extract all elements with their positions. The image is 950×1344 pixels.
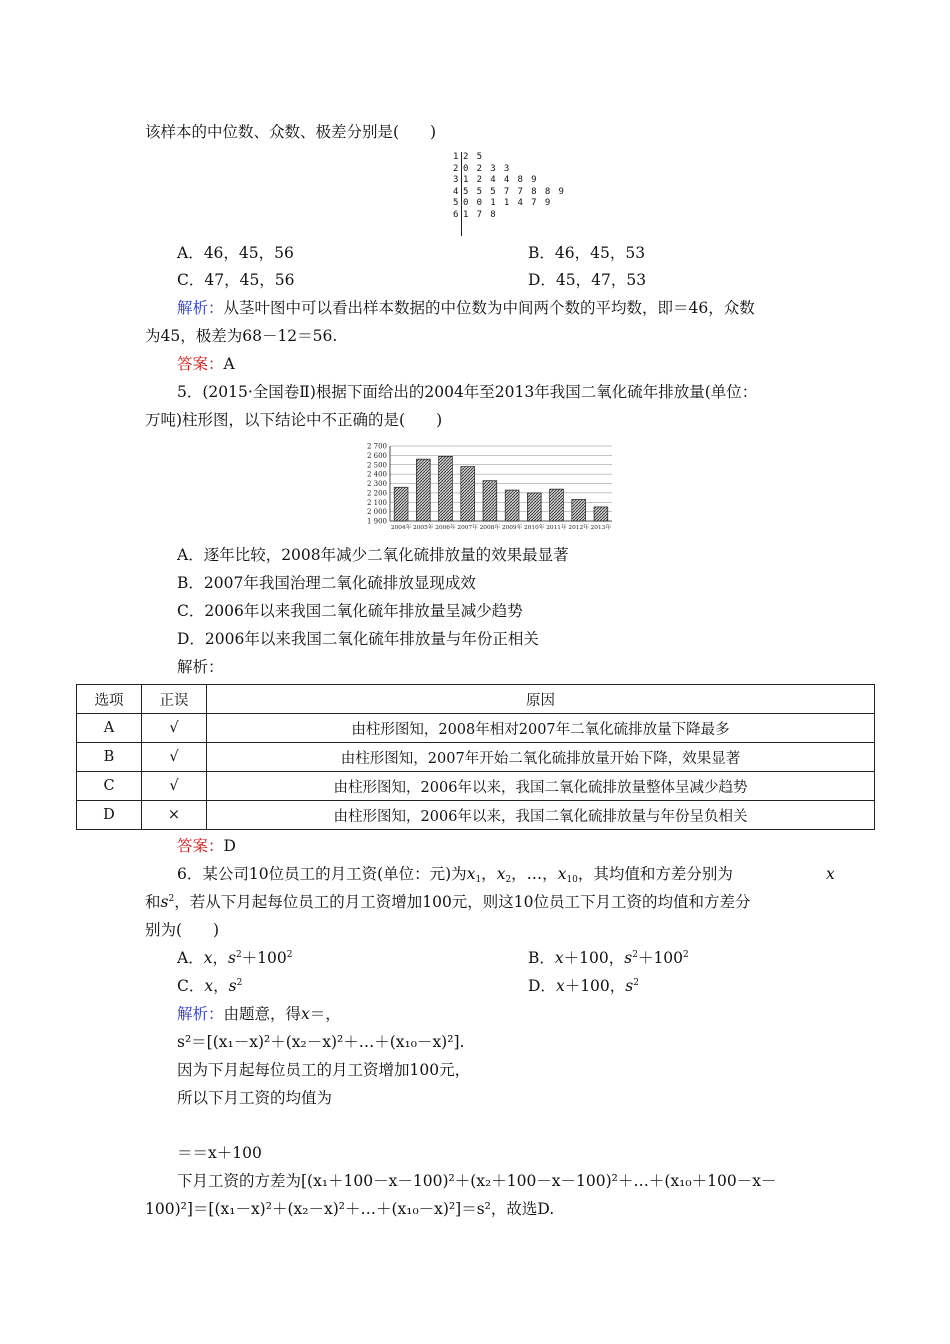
- q4-solution-line2: 为45，极差为68－12＝56.: [145, 327, 338, 345]
- leaf-values: 1 7 8: [463, 209, 498, 220]
- stem-leaf-row: [453, 175, 565, 187]
- q6-solution-label: 解析：: [177, 1005, 224, 1023]
- q5-answer-label: 答案：: [177, 837, 224, 855]
- q6-sup: 2: [632, 950, 638, 960]
- y-tick-label: 2 700: [366, 442, 387, 451]
- q6-sup: 2: [683, 950, 689, 960]
- y-tick-label: 2 000: [366, 508, 387, 517]
- q6-var: s: [160, 893, 169, 911]
- q6-var: x: [826, 865, 835, 883]
- bar: [394, 487, 408, 521]
- q6-stem-line1: [177, 864, 733, 884]
- stem-leaf-plot: [453, 152, 565, 222]
- q6-var: s: [228, 977, 237, 995]
- q6-option-a: [177, 948, 293, 968]
- leaf-values: 0 2 3 3: [463, 163, 511, 174]
- q6-solution-line5: ＝＝x＋100: [177, 1144, 262, 1162]
- q6-sup: 2: [168, 894, 175, 904]
- q6-var: x: [466, 865, 476, 883]
- q6-text: ＋100，: [564, 977, 626, 995]
- stem-leaf-row: [453, 164, 565, 176]
- q6-text: 和: [145, 893, 161, 911]
- bar: [594, 507, 608, 521]
- q6-text: ，: [212, 949, 228, 967]
- leaf-values: 0 0 1 1 4 7 9: [463, 198, 552, 209]
- q5-analysis-table: [76, 684, 875, 830]
- q6-text: D．: [528, 977, 556, 995]
- q6-var: x: [554, 949, 564, 967]
- y-tick-label: 2 500: [366, 461, 387, 470]
- stem-leaf-row: [453, 210, 565, 222]
- table-cell: √: [142, 743, 207, 772]
- q6-sub: 10: [566, 875, 578, 885]
- q6-text: ，: [481, 865, 497, 883]
- q6-text: ，: [213, 977, 229, 995]
- q6-var: x: [555, 977, 565, 995]
- bar: [416, 459, 430, 521]
- x-tick-label: 2013年: [590, 525, 612, 531]
- x-tick-label: 2007年: [457, 525, 478, 531]
- table-row: [77, 801, 875, 830]
- q5-option-c: C．2006年以来我国二氧化硫年排放量呈减少趋势: [177, 602, 523, 620]
- q6-var: x: [496, 865, 506, 883]
- q6-text: ，其均值和方差分别为: [577, 865, 733, 883]
- q6-text: C．: [177, 977, 205, 995]
- table-cell: 由柱形图知，2006年以来，我国二氧化硫排放量与年份呈负相关: [207, 801, 875, 830]
- q6-solution-line6: 下月工资的方差为[(x₁＋100－x－100)²＋(x₂＋100－x－100)²＋…＋(x₁₀＋100－x－: [177, 1172, 777, 1190]
- q6-text: ，若从下月起每位员工的月工资增加100元，则这10位员工下月工资的均值和方差分: [174, 893, 751, 911]
- q6-text: ＝，: [309, 1005, 341, 1023]
- q6-text: 由题意，得: [223, 1005, 302, 1023]
- y-tick-label: 2 100: [366, 498, 387, 507]
- stem-value: 1: [453, 152, 460, 162]
- y-tick-label: 1 900: [366, 517, 387, 526]
- stem-leaf-row: [453, 187, 565, 199]
- q6-stem-line2: [145, 892, 751, 912]
- table-cell: 由柱形图知，2008年相对2007年二氧化硫排放量下降最多: [207, 714, 875, 743]
- q4-solution-line1: [177, 298, 755, 318]
- leaf-values: 2 5: [463, 152, 484, 162]
- stem-leaf-row: [453, 152, 565, 164]
- table-cell: ×: [142, 801, 207, 830]
- q4-option-c: C．47，45，56: [177, 271, 295, 289]
- q6-sup: 2: [286, 950, 293, 960]
- table-header-reason: 原因: [207, 685, 875, 714]
- table-cell: B: [77, 743, 142, 772]
- q5-solution-label: 解析：: [177, 658, 224, 676]
- table-header-row: [77, 685, 875, 714]
- x-tick-label: 2004年: [390, 525, 412, 531]
- x-tick-label: 2006年: [435, 525, 456, 531]
- q6-option-b: [528, 948, 689, 968]
- x-tick-label: 2011年: [546, 525, 567, 531]
- table-row: [77, 772, 875, 801]
- q4-option-a: A．46，45，56: [177, 244, 294, 262]
- stem-value: 6: [453, 209, 460, 220]
- q6-text: 6．某公司10位员工的月工资(单位：元)为: [177, 865, 467, 883]
- q6-sub: 2: [505, 875, 512, 885]
- bar: [550, 489, 564, 521]
- q6-var: x: [301, 1005, 310, 1023]
- bar: [527, 493, 541, 521]
- table-cell: D: [77, 801, 142, 830]
- table-cell: √: [142, 714, 207, 743]
- x-tick-label: 2010年: [524, 525, 545, 531]
- q6-solution-line7: 100)²]＝[(x₁－x)²＋(x₂－x)²＋…＋(x₁₀－x)²]＝s²，故选D.: [145, 1200, 555, 1218]
- q5-answer-value: D: [223, 837, 236, 855]
- table-cell: C: [77, 772, 142, 801]
- leaf-values: 1 2 4 4 8 9: [463, 175, 539, 186]
- q6-text: ＋100，: [563, 949, 625, 967]
- stem-leaf-divider: [461, 152, 462, 236]
- q6-sup: 2: [633, 978, 639, 988]
- q6-option-c: [177, 976, 242, 996]
- q6-sup: 2: [235, 950, 242, 960]
- q6-text: ＋100: [637, 949, 684, 967]
- table-row: [77, 743, 875, 772]
- q6-var: s: [625, 977, 634, 995]
- q6-var: x: [557, 865, 567, 883]
- bar: [572, 499, 586, 521]
- q5-stem-line2: 万吨)柱形图，以下结论中不正确的是( ): [145, 411, 443, 429]
- table-row: [77, 714, 875, 743]
- q6-text: B．: [528, 949, 555, 967]
- q6-option-d: [528, 976, 639, 996]
- q5-stem-line1: 5．(2015·全国卷Ⅱ)根据下面给出的2004年至2013年我国二氧化硫年排放量(单位：: [177, 383, 758, 401]
- table-cell: 由柱形图知，2006年以来，我国二氧化硫排放量整体呈减少趋势: [207, 772, 875, 801]
- stem-leaf-row: [453, 198, 565, 210]
- q6-text: A．: [177, 949, 204, 967]
- x-tick-label: 2009年: [501, 525, 523, 531]
- bar: [461, 467, 475, 521]
- q4-answer-label: 答案：: [177, 355, 224, 373]
- q4-answer-value: A: [223, 355, 235, 373]
- q6-stem-line3: 别为( ): [145, 921, 220, 939]
- table-cell: A: [77, 714, 142, 743]
- bar: [439, 456, 453, 521]
- q4-solution-label: 解析：: [177, 299, 224, 317]
- so2-bar-chart: [350, 438, 622, 534]
- q6-var: x: [203, 949, 213, 967]
- q6-var: x: [204, 977, 214, 995]
- q5-option-a: A．逐年比较，2008年减少二氧化硫排放量的效果最显著: [177, 546, 569, 564]
- q6-solution-line3: 因为下月起每位员工的月工资增加100元，: [177, 1061, 471, 1079]
- stem-value: 5: [453, 198, 460, 209]
- y-tick-label: 2 200: [366, 489, 387, 498]
- x-tick-label: 2008年: [479, 525, 501, 531]
- x-tick-label: 2005年: [413, 525, 434, 531]
- bar: [505, 490, 519, 521]
- q6-mean-var: [826, 864, 835, 884]
- y-tick-label: 2 400: [366, 470, 387, 479]
- q5-option-b: B．2007年我国治理二氧化硫排放显现成效: [177, 574, 476, 592]
- q4-answer: [177, 354, 235, 374]
- q4-solution-text1: 从茎叶图中可以看出样本数据的中位数为中间两个数的平均数，即＝46，众数: [223, 299, 755, 317]
- q5-answer: [177, 836, 236, 856]
- q5-option-d: D．2006年以来我国二氧化硫年排放量与年份正相关: [177, 630, 539, 648]
- table-cell: 由柱形图知，2007年开始二氧化硫排放量开始下降，效果显著: [207, 743, 875, 772]
- q6-solution-line1: [177, 1004, 341, 1024]
- q6-solution-line2: s²＝[(x₁－x)²＋(x₂－x)²＋…＋(x₁₀－x)²].: [177, 1033, 465, 1051]
- bar: [483, 481, 497, 521]
- q6-text: ，…，: [511, 865, 558, 883]
- q6-solution-line4: 所以下月工资的均值为: [177, 1089, 333, 1107]
- stem-value: 4: [453, 186, 460, 197]
- table-header-correctness: 正误: [142, 685, 207, 714]
- q6-var: s: [624, 949, 633, 967]
- table-cell: √: [142, 772, 207, 801]
- q6-text: ＋100: [241, 949, 287, 967]
- q6-sub: 1: [475, 875, 482, 885]
- y-tick-label: 2 600: [366, 451, 387, 460]
- q4-option-d: D．45，47，53: [528, 271, 647, 289]
- y-tick-label: 2 300: [366, 480, 387, 488]
- q4-option-b: B．46，45，53: [528, 244, 646, 262]
- stem-value: 2: [453, 163, 460, 174]
- x-tick-label: 2012年: [568, 525, 589, 531]
- q6-var: s: [227, 949, 236, 967]
- q4-question: 该样本的中位数、众数、极差分别是( ): [145, 123, 437, 141]
- q6-sup: 2: [236, 978, 243, 988]
- table-header-option: 选项: [77, 685, 142, 714]
- leaf-values: 5 5 5 7 7 8 8 9: [463, 186, 566, 197]
- stem-value: 3: [453, 175, 460, 186]
